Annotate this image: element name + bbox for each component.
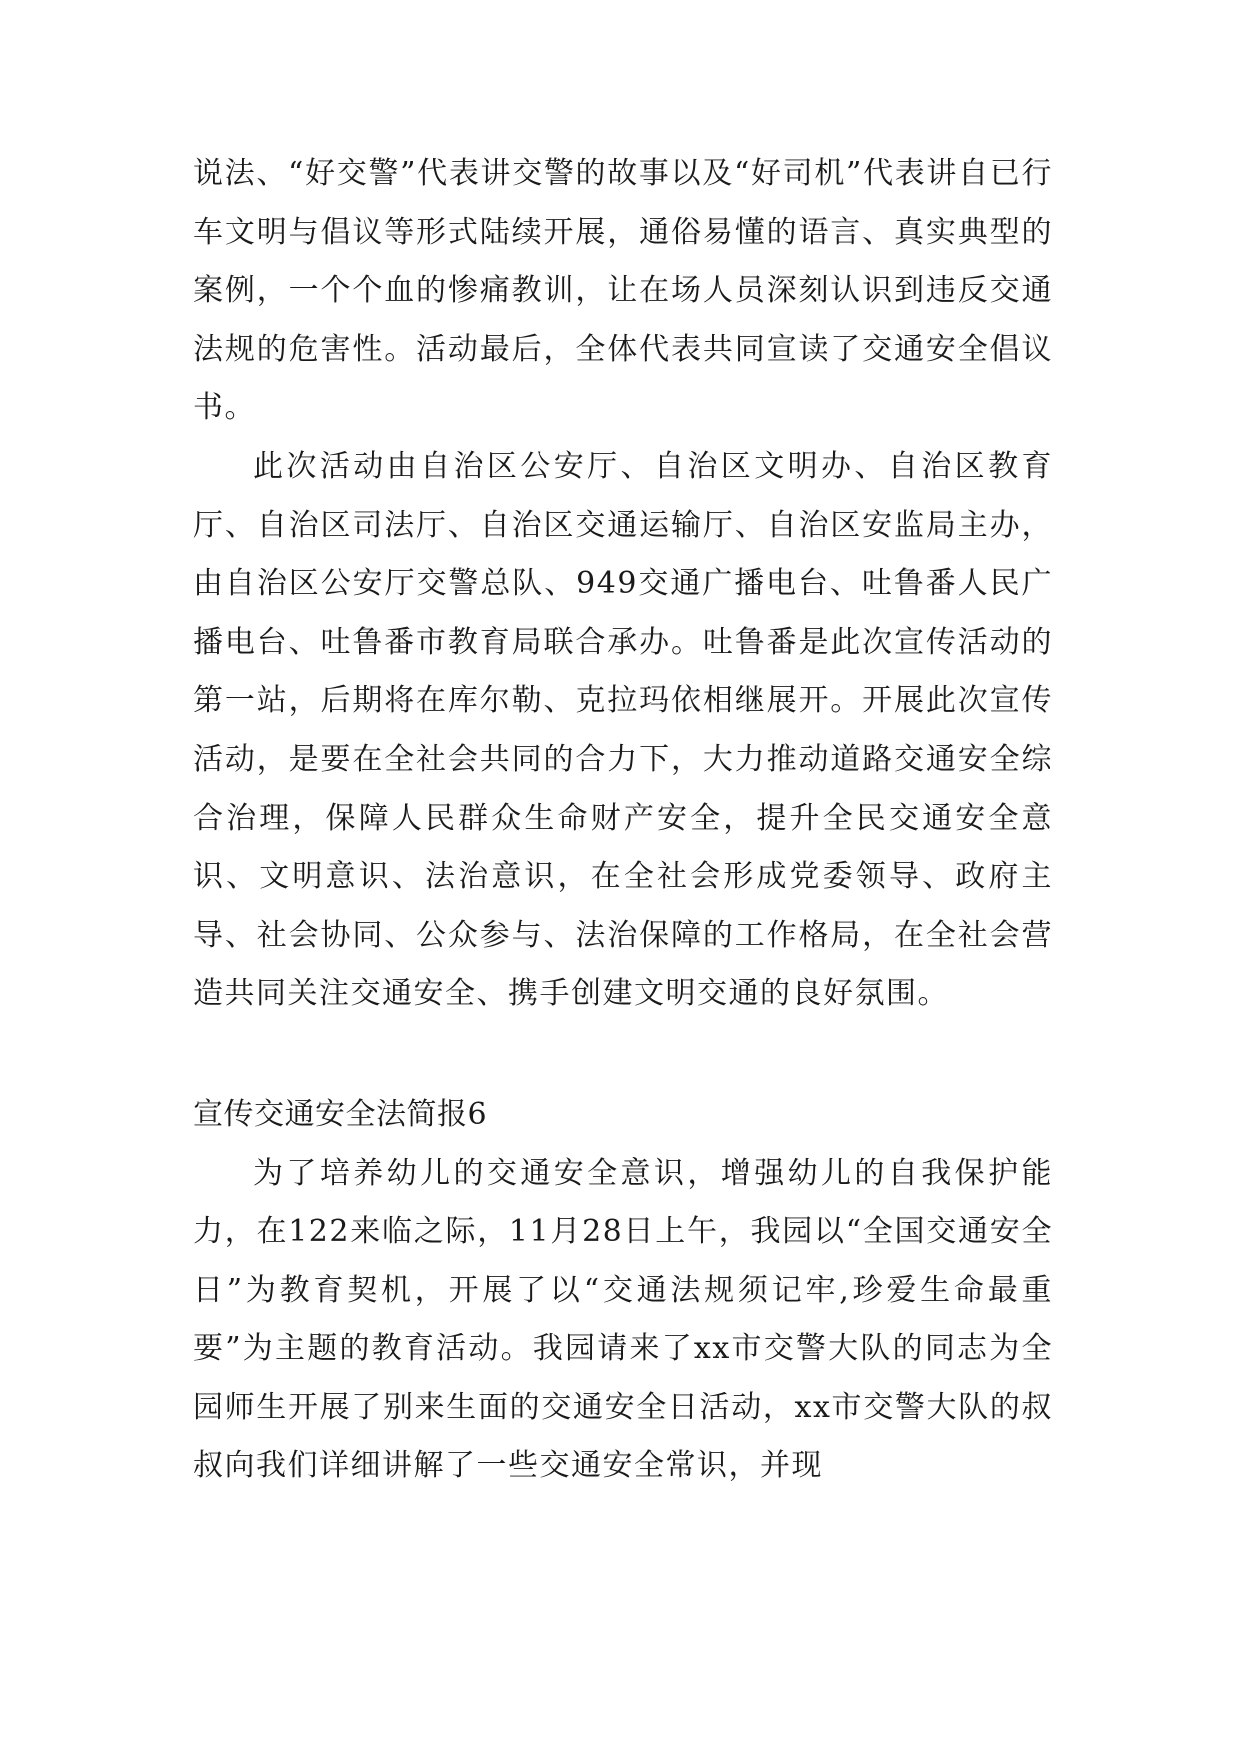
section-title: 宣传交通安全法简报6 xyxy=(193,1096,488,1132)
document-page xyxy=(193,145,1053,1496)
paragraph-kindergarten-activity: 为了培养幼儿的交通安全意识，增强幼儿的自我保护能力，在122来临之际，11月28日上午，我园以“全国交通安全日”为教育契机，开展了以“交通法规须记牢,珍爱生命最重要”为主题的教育活动。我园请来了xx市交警大队的同志为全园师生开展了别来生面的交通安全日活动，xx市交警大队的叔叔向我们详细讲解了一些交通安全常识，并现 xyxy=(193,1155,1053,1484)
paragraph-continued: 说法、“好交警”代表讲交警的故事以及“好司机”代表讲自已行车文明与倡议等形式陆续开展，通俗易懂的语言、真实典型的案例，一个个血的惨痛教训，让在场人员深刻认识到违反交通法规的危害性。活动最后，全体代表共同宣读了交通安全倡议书。 xyxy=(193,156,1053,426)
paragraph-activity-organizers: 此次活动由自治区公安厅、自治区文明办、自治区教育厅、自治区司法厅、自治区交通运输厅、自治区安监局主办，由自治区公安厅交警总队、949交通广播电台、吐鲁番人民广播电台、吐鲁番市教育局联合承办。吐鲁番是此次宣传活动的第一站，后期将在库尔勒、克拉玛依相继展开。开展此次宣传活动，是要在全社会共同的合力下，大力推动道路交通安全综合治理，保障人民群众生命财产安全，提升全民交通安全意识、文明意识、法治意识，在全社会形成党委领导、政府主导、社会协同、公众参与、法治保障的工作格局，在全社会营造共同关注交通安全、携手创建文明交通的良好氛围。 xyxy=(193,448,1053,1012)
